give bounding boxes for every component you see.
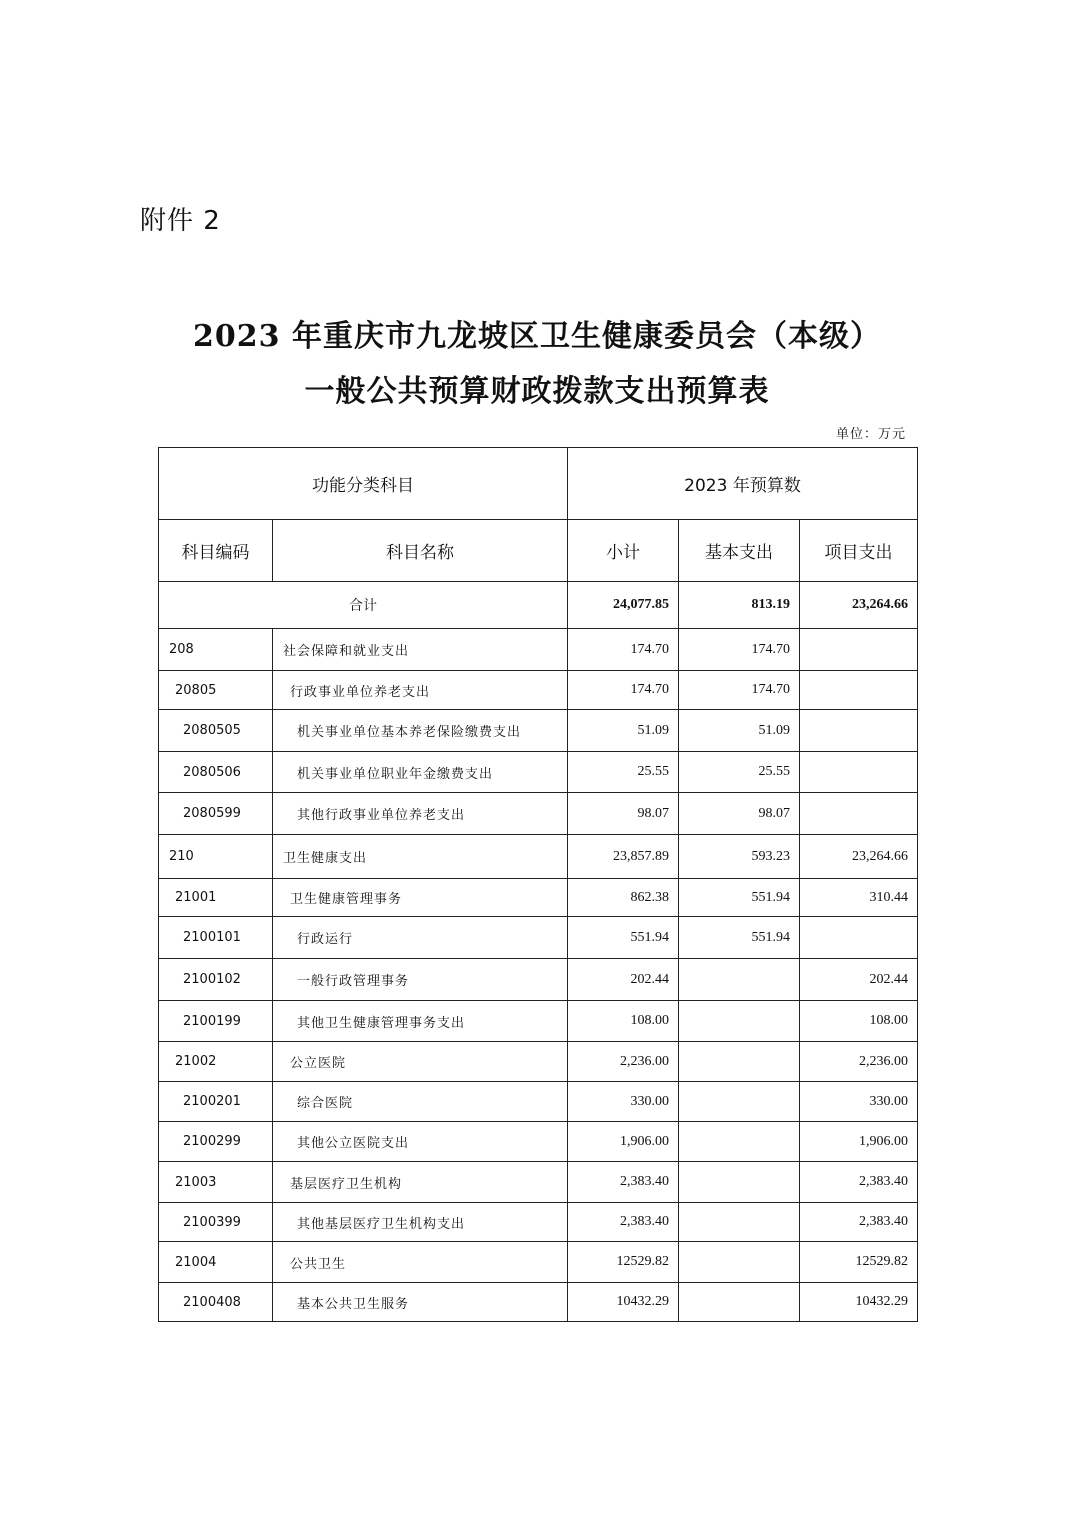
row-basic: 51.09 — [679, 710, 800, 752]
header-column-row — [159, 520, 918, 582]
row-name: 卫生健康支出 — [273, 835, 568, 879]
table-row — [159, 835, 918, 879]
header-basic: 基本支出 — [679, 520, 800, 582]
row-name: 行政运行 — [273, 917, 568, 959]
table-row — [159, 793, 918, 835]
row-project — [800, 671, 918, 710]
row-name: 基本公共卫生服务 — [273, 1283, 568, 1322]
row-code: 21004 — [159, 1242, 273, 1283]
row-name: 其他基层医疗卫生机构支出 — [273, 1203, 568, 1242]
table-row — [159, 752, 918, 793]
row-name: 卫生健康管理事务 — [273, 879, 568, 917]
row-name: 公立医院 — [273, 1042, 568, 1082]
row-basic: 25.55 — [679, 752, 800, 793]
row-name: 公共卫生 — [273, 1242, 568, 1283]
row-project — [800, 917, 918, 959]
row-basic — [679, 1162, 800, 1203]
row-project — [800, 752, 918, 793]
row-name: 社会保障和就业支出 — [273, 629, 568, 671]
row-code: 21003 — [159, 1162, 273, 1203]
row-name: 行政事业单位养老支出 — [273, 671, 568, 710]
row-basic: 593.23 — [679, 835, 800, 879]
row-project: 202.44 — [800, 959, 918, 1001]
row-project: 330.00 — [800, 1082, 918, 1122]
row-name: 机关事业单位基本养老保险缴费支出 — [273, 710, 568, 752]
table-row — [159, 1203, 918, 1242]
row-subtotal: 108.00 — [568, 1001, 679, 1042]
row-project: 310.44 — [800, 879, 918, 917]
table-row — [159, 1122, 918, 1162]
table-row — [159, 879, 918, 917]
attachment-label: 附件 2 — [140, 206, 221, 236]
header-name: 科目名称 — [273, 520, 568, 582]
row-code: 208 — [159, 629, 273, 671]
table-row — [159, 671, 918, 710]
row-project: 23,264.66 — [800, 835, 918, 879]
table-row — [159, 1283, 918, 1322]
row-name: 其他卫生健康管理事务支出 — [273, 1001, 568, 1042]
row-subtotal: 2,383.40 — [568, 1162, 679, 1203]
row-basic — [679, 1203, 800, 1242]
row-basic: 98.07 — [679, 793, 800, 835]
row-basic — [679, 1122, 800, 1162]
table-row — [159, 1042, 918, 1082]
row-subtotal: 2,383.40 — [568, 1203, 679, 1242]
row-project: 2,383.40 — [800, 1162, 918, 1203]
table-row — [159, 1242, 918, 1283]
row-code: 20805 — [159, 671, 273, 710]
row-basic — [679, 1242, 800, 1283]
total-subtotal: 24,077.85 — [568, 582, 679, 629]
table-row — [159, 959, 918, 1001]
row-code: 2100399 — [159, 1203, 273, 1242]
total-project: 23,264.66 — [800, 582, 918, 629]
unit-label: 单位：万元 — [835, 427, 906, 442]
row-project: 2,236.00 — [800, 1042, 918, 1082]
row-subtotal: 12529.82 — [568, 1242, 679, 1283]
row-basic: 551.94 — [679, 917, 800, 959]
row-subtotal: 174.70 — [568, 671, 679, 710]
title-line-1: 2023 年重庆市九龙坡区卫生健康委员会（本级） — [193, 319, 881, 354]
row-code: 2080506 — [159, 752, 273, 793]
header-functional-classification: 功能分类科目 — [159, 448, 568, 520]
row-name: 机关事业单位职业年金缴费支出 — [273, 752, 568, 793]
row-project — [800, 793, 918, 835]
row-name: 其他公立医院支出 — [273, 1122, 568, 1162]
row-name: 基层医疗卫生机构 — [273, 1162, 568, 1203]
header-group-row — [159, 448, 918, 520]
row-basic — [679, 1042, 800, 1082]
row-project: 10432.29 — [800, 1283, 918, 1322]
row-code: 2100101 — [159, 917, 273, 959]
row-code: 21002 — [159, 1042, 273, 1082]
row-code: 2100199 — [159, 1001, 273, 1042]
row-code: 2080599 — [159, 793, 273, 835]
table-row — [159, 1082, 918, 1122]
row-name: 一般行政管理事务 — [273, 959, 568, 1001]
total-row — [159, 582, 918, 629]
total-label: 合计 — [159, 582, 568, 629]
header-budget-2023: 2023 年预算数 — [568, 448, 918, 520]
row-subtotal: 330.00 — [568, 1082, 679, 1122]
row-code: 2080505 — [159, 710, 273, 752]
table-row — [159, 917, 918, 959]
row-basic: 174.70 — [679, 671, 800, 710]
row-project: 12529.82 — [800, 1242, 918, 1283]
header-project: 项目支出 — [800, 520, 918, 582]
row-subtotal: 51.09 — [568, 710, 679, 752]
header-subtotal: 小计 — [568, 520, 679, 582]
row-code: 2100201 — [159, 1082, 273, 1122]
header-code: 科目编码 — [159, 520, 273, 582]
row-code: 210 — [159, 835, 273, 879]
row-subtotal: 862.38 — [568, 879, 679, 917]
row-project: 1,906.00 — [800, 1122, 918, 1162]
row-basic — [679, 959, 800, 1001]
row-code: 21001 — [159, 879, 273, 917]
budget-table — [158, 447, 918, 1322]
row-project — [800, 710, 918, 752]
row-name: 其他行政事业单位养老支出 — [273, 793, 568, 835]
title-line-2: 一般公共预算财政拨款支出预算表 — [304, 374, 770, 409]
row-basic: 551.94 — [679, 879, 800, 917]
table-row — [159, 710, 918, 752]
row-basic — [679, 1283, 800, 1322]
row-project — [800, 629, 918, 671]
row-code: 2100102 — [159, 959, 273, 1001]
total-basic: 813.19 — [679, 582, 800, 629]
row-project: 2,383.40 — [800, 1203, 918, 1242]
table-row — [159, 1162, 918, 1203]
row-subtotal: 174.70 — [568, 629, 679, 671]
row-name: 综合医院 — [273, 1082, 568, 1122]
row-subtotal: 202.44 — [568, 959, 679, 1001]
row-subtotal: 98.07 — [568, 793, 679, 835]
row-basic: 174.70 — [679, 629, 800, 671]
row-subtotal: 10432.29 — [568, 1283, 679, 1322]
table-row — [159, 629, 918, 671]
row-subtotal: 1,906.00 — [568, 1122, 679, 1162]
table-row — [159, 1001, 918, 1042]
row-subtotal: 551.94 — [568, 917, 679, 959]
row-code: 2100299 — [159, 1122, 273, 1162]
row-subtotal: 23,857.89 — [568, 835, 679, 879]
row-basic — [679, 1001, 800, 1042]
row-subtotal: 25.55 — [568, 752, 679, 793]
row-basic — [679, 1082, 800, 1122]
row-project: 108.00 — [800, 1001, 918, 1042]
row-code: 2100408 — [159, 1283, 273, 1322]
row-subtotal: 2,236.00 — [568, 1042, 679, 1082]
